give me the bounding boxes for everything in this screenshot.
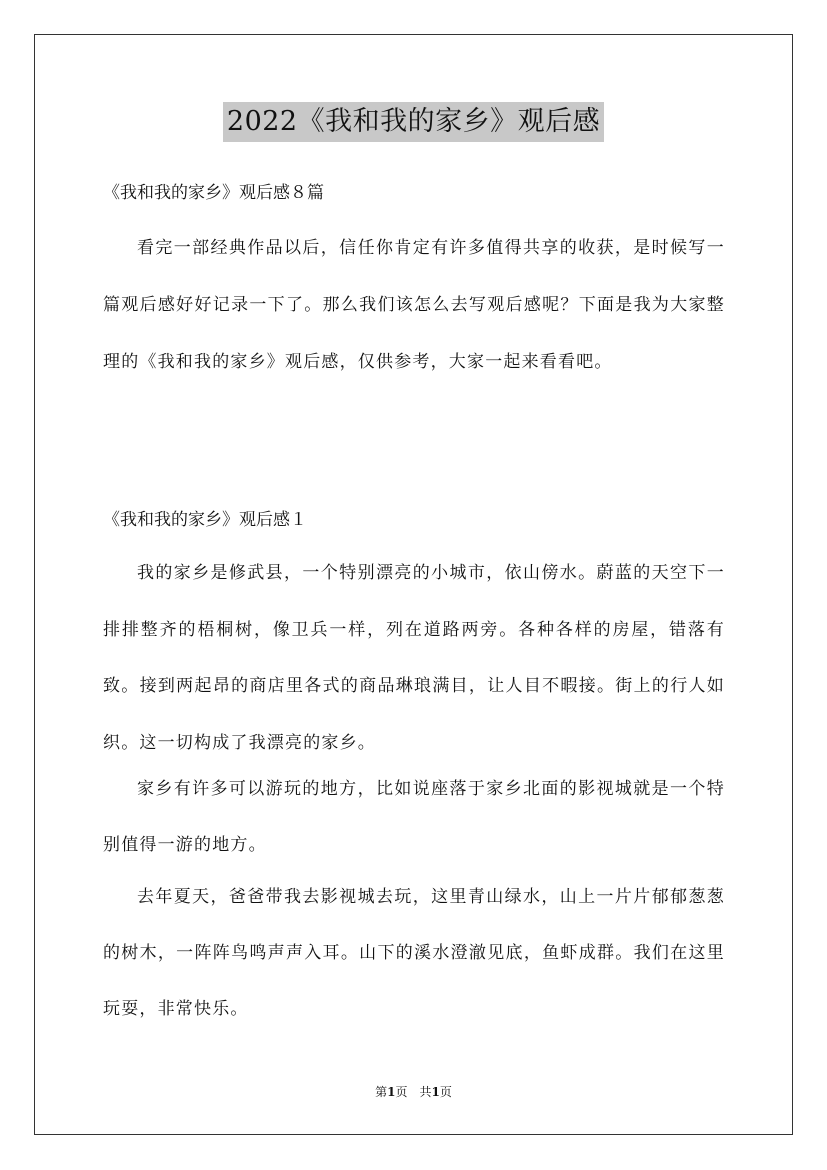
body-paragraph: 去年夏天，爸爸带我去影视城去玩，这里青山绿水，山上一片片郁郁葱葱的树木，一阵阵鸟鸣声声入耳。山下的溪水澄澈见底，鱼虾成群。我们在这里玩耍，非常快乐。 <box>103 887 725 1019</box>
page-current-number: 1 <box>387 1085 396 1099</box>
body-paragraph: 我的家乡是修武县，一个特别漂亮的小城市，依山傍水。蔚蓝的天空下一排排整齐的梧桐树，像卫兵一样，列在道路两旁。各种各样的房屋，错落有致。接到两起昂的商店里各式的商品琳琅满目，让人目不暇接。街上的行人如织。这一切构成了我漂亮的家乡。 <box>103 563 725 753</box>
document-subtitle: 《我和我的家乡》观后感８篇 <box>103 183 324 203</box>
page-footer <box>0 1084 827 1100</box>
page-label-mid: 页 共 <box>395 1085 432 1099</box>
section-heading: 《我和我的家乡》观后感１ <box>103 510 307 530</box>
page-label-prefix: 第 <box>375 1085 388 1099</box>
body-paragraph: 家乡有许多可以游玩的地方，比如说座落于家乡北面的影视城就是一个特别值得一游的地方。 <box>103 779 725 855</box>
page-label-suffix: 页 <box>439 1085 452 1099</box>
intro-paragraph: 看完一部经典作品以后，信任你肯定有许多值得共享的收获，是时候写一篇观后感好好记录一下了。那么我们该怎么去写观后感呢？下面是我为大家整理的《我和我的家乡》观后感，仅供参考，大家一起来看看吧。 <box>103 238 725 372</box>
title-container <box>0 102 827 142</box>
document-title: 2022《我和我的家乡》观后感 <box>223 102 604 142</box>
page-total-number: 1 <box>431 1085 440 1099</box>
